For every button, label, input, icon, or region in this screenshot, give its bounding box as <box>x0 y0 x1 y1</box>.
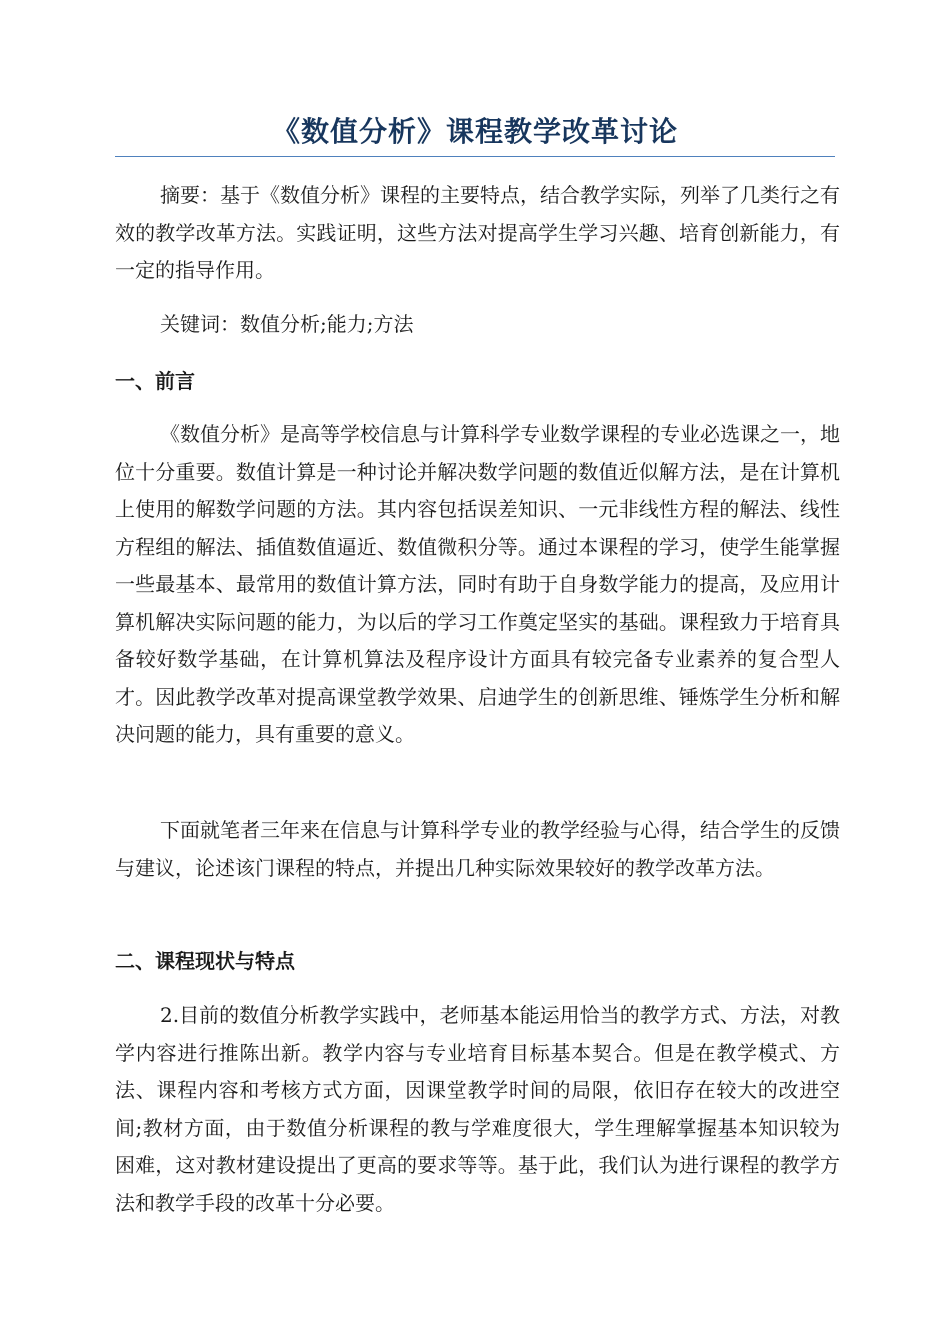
status-paragraph-1: 2.目前的数值分析教学实践中，老师基本能运用恰当的教学方式、方法，对教学内容进行推陈出新。教学内容与专业培育目标基本契合。但是在教学模式、方法、课程内容和考核方式方面，因课堂教学时间的局限，依旧存在较大的改进空间;教材方面，由于数值分析课程的教与学难度很大，学生理解掌握基本知识较为困难，这对教材建设提出了更高的要求等等。基于此，我们认为进行课程的教学方法和教学手段的改革十分必要。 <box>115 1003 840 1215</box>
section-heading-intro: 一、前言 <box>115 369 195 393</box>
title-block <box>115 112 835 157</box>
document-title: 《数值分析》课程教学改革讨论 <box>271 115 678 148</box>
intro-paragraph-2: 下面就笔者三年来在信息与计算科学专业的教学经验与心得，结合学生的反馈与建议，论述该门课程的特点，并提出几种实际效果较好的教学改革方法。 <box>115 818 840 880</box>
intro-paragraph-1: 《数值分析》是高等学校信息与计算科学专业数学课程的专业必选课之一，地位十分重要。数值计算是一种讨论并解决数学问题的数值近似解方法，是在计算机上使用的解数学问题的方法。其内容包括误差知识、一元非线性方程的解法、线性方程组的解法、插值数值逼近、数值微积分等。通过本课程的学习，使学生能掌握一些最基本、最常用的数值计算方法，同时有助于自身数学能力的提高，及应用计算机解决实际问题的能力，为以后的学习工作奠定坚实的基础。课程致力于培育具备较好数学基础，在计算机算法及程序设计方面具有较完备专业素养的复合型人才。因此教学改革对提高课堂教学效果、启迪学生的创新思维、锤炼学生分析和解决问题的能力，具有重要的意义。 <box>115 422 840 746</box>
keywords-paragraph: 关键词：数值分析;能力;方法 <box>160 312 414 336</box>
abstract-paragraph: 摘要：基于《数值分析》课程的主要特点，结合教学实际，列举了几类行之有效的教学改革方法。实践证明，这些方法对提高学生学习兴趣、培育创新能力，有一定的指导作用。 <box>115 183 840 282</box>
section-heading-status: 二、课程现状与特点 <box>115 949 295 973</box>
